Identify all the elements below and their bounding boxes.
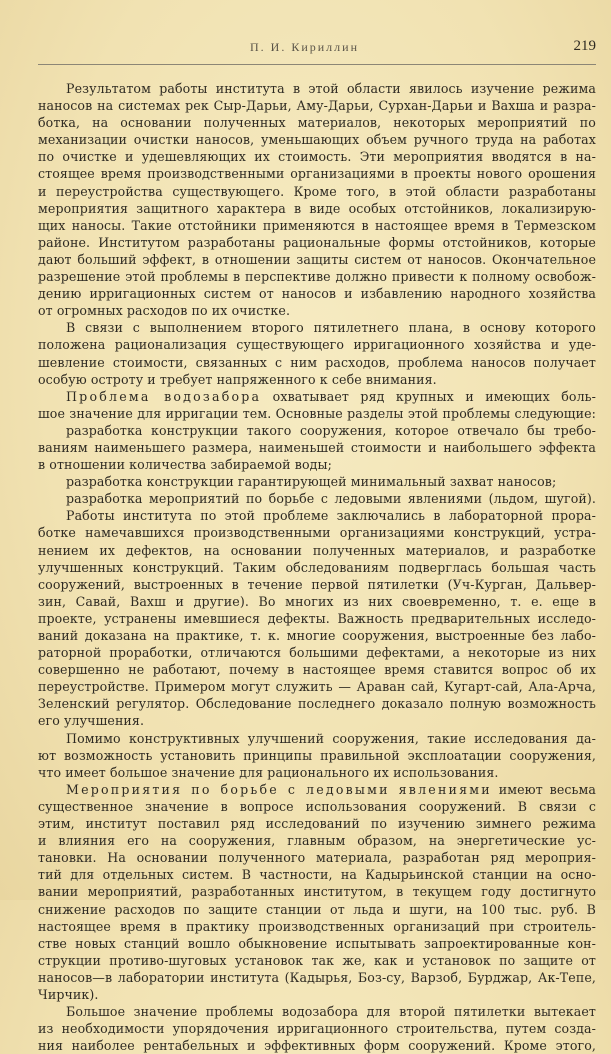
text-line: стве новых станций вошло обыкновение испытывать запроектированные кон- bbox=[38, 935, 596, 951]
text-line: особую остроту и требует напряженного к себе внимания. bbox=[38, 371, 437, 387]
text-line: механизации очистки наносов, уменьшающих объем ручного труда на работах bbox=[38, 132, 596, 148]
text-line: тановки. На основании полученного материала, разработан ряд мероприя- bbox=[38, 850, 596, 866]
text-line: в отношении количества забираемой воды; bbox=[38, 457, 332, 473]
text-line: Большое значение проблемы водозабора для второй пятилетки вытекает bbox=[66, 1004, 596, 1020]
text-line: зин, Савай, Вахш и другие). Во многих из них своевременно, т. е. еще в bbox=[38, 593, 596, 609]
text-line: ваниям наименьшего размера, наименьшей стоимости и наибольшего эффекта bbox=[38, 439, 596, 455]
text-line: проекте, устранены имевшиеся дефекты. Важность предварительных исследо- bbox=[38, 610, 596, 626]
text-line: мероприятия защитного характера в виде особых отстойников, локализирую- bbox=[38, 200, 596, 216]
header-rule bbox=[38, 64, 596, 65]
text-line: от огромных расходов по их очистке. bbox=[38, 303, 291, 319]
text-line: дают больший эффект, в отношении защиты систем от наносов. Окончательное bbox=[38, 251, 596, 267]
text-line: вании мероприятий, разработанных институтом, в текущем году достигнуто bbox=[38, 884, 596, 900]
text-line: раторной проработки, отличаются большими дефектами, а некоторые из них bbox=[38, 645, 596, 661]
text-line: что имеет большое значение для рационального их использования. bbox=[38, 764, 499, 780]
running-title: П. И. Кириллин bbox=[250, 40, 359, 54]
body-text bbox=[38, 80, 596, 1054]
text-line: разработка конструкции такого сооружения, которое отвечало бы требо- bbox=[66, 422, 596, 438]
text-line: снижение расходов по защите станции от льда и шуги, на 100 тыс. руб. В bbox=[38, 901, 596, 917]
text-line: наносов—в лаборатории института (Кадырья, Боз-су, Варзоб, Бурджар, Ак-Тепе, bbox=[38, 969, 596, 985]
text-line: совершенно не работают, почему в настоящее время ставится вопрос об их bbox=[38, 662, 596, 678]
text-line: щих наносы. Такие отстойники применяются в настоящее время в Термезском bbox=[38, 217, 596, 233]
text-line: по очистке и удешевляющих их стоимость. Эти мероприятия вводятся в на- bbox=[38, 149, 596, 165]
text-line: шевление стоимости, связанных с ним расходов, проблема наносов получает bbox=[38, 354, 596, 370]
text-line: улучшенных конструкций. Таким обследованиям подверглась большая часть bbox=[38, 559, 596, 575]
spaced-heading: Проблема водозабора bbox=[66, 388, 262, 404]
text-line: разрешение этой проблемы в перспективе должно привести к полному освобож- bbox=[38, 269, 596, 285]
text-line: Работы института по этой проблеме заключались в лабораторной прора- bbox=[66, 508, 596, 524]
text-line: ния наиболее рентабельных и эффективных форм сооружений. Кроме этого, bbox=[38, 1038, 596, 1054]
page-header bbox=[38, 38, 596, 60]
text-line: его улучшения. bbox=[38, 713, 145, 729]
text-line: положена рационализация существующего ирригационного хозяйства и уде- bbox=[38, 337, 596, 353]
spaced-heading: Мероприятия по борьбе с ледовыми явлениями bbox=[66, 781, 492, 797]
text-line: стоящее время производственными организациями в проекты нового орошения bbox=[38, 166, 596, 182]
text-line: из необходимости упорядочения ирригационного строительства, путем созда- bbox=[38, 1021, 596, 1037]
text-line: сооружений, выстроенных в течение первой пятилетки (Уч-Курган, Дальвер- bbox=[38, 576, 596, 592]
line-text: имеют весьма bbox=[491, 781, 596, 797]
text-line: разработка мероприятий по борьбе с ледовыми явлениями (льдом, шугой). bbox=[66, 491, 596, 507]
text-line: районе. Институтом разработаны рациональные формы отстойников, которые bbox=[38, 234, 596, 250]
text-line: этим, институт поставил ряд исследований по изучению зимнего режима bbox=[38, 816, 596, 832]
text-line: переустройстве. Примером могут служить — Араван сай, Кугарт-сай, Ала-Арча, bbox=[38, 679, 596, 695]
text-line: Помимо конструктивных улучшений сооружения, такие исследования да- bbox=[66, 730, 596, 746]
text-line: струкции противо-шуговых установок так же, как и установок по защите от bbox=[38, 952, 596, 968]
text-line: Результатом работы института в этой области явилось изучение режима bbox=[66, 81, 596, 96]
text-line: ботка, на основании полученных материалов, некоторых мероприятий по bbox=[38, 115, 596, 131]
text-line: В связи с выполнением второго пятилетнего плана, в основу которого bbox=[66, 320, 596, 336]
text-line: нением их дефектов, на основании полученных материалов, и разработке bbox=[38, 542, 596, 558]
text-line: Зеленский регулятор. Обследование последнего доказало полную возможность bbox=[38, 696, 596, 712]
text-line: шое значение для ирригации тем. Основные разделы этой проблемы следующие: bbox=[38, 405, 596, 421]
text-line: тий для отдельных систем. В частности, на Кадырьинской станции на осно- bbox=[38, 867, 596, 883]
text-line: наносов на системах рек Сыр-Дарьи, Аму-Дарьи, Сурхан-Дарьи и Вахша и разра- bbox=[38, 98, 596, 114]
text-line: ют возможность установить принципы правильной эксплоатации сооружения, bbox=[38, 747, 596, 763]
text-line: настоящее время в практику производственных организаций при строитель- bbox=[38, 918, 596, 934]
text-line: дению ирригационных систем от наносов и избавлению народного хозяйства bbox=[38, 286, 596, 302]
text-line: ботке намечавшихся производственными организациями конструкций, устра- bbox=[38, 525, 596, 541]
page-number: 219 bbox=[573, 38, 596, 54]
text-line: существенное значение в вопросе использования сооружений. В связи с bbox=[38, 798, 596, 814]
line-text: охватывает ряд крупных и имеющих боль- bbox=[261, 388, 596, 404]
text-line: и влияния его на сооружения, главным образом, на энергетические ус- bbox=[38, 833, 596, 849]
text-line: ваний доказана на практике, т. к. многие сооружения, выстроенные без лабо- bbox=[38, 628, 596, 643]
text-line: Чирчик). bbox=[38, 986, 99, 1002]
text-line: и переустройства существующего. Кроме того, в этой области разработаны bbox=[38, 183, 596, 199]
text-line bbox=[38, 781, 596, 798]
text-line: разработка конструкции гарантирующей минимальный захват наносов; bbox=[66, 474, 557, 490]
text-line bbox=[38, 388, 596, 405]
